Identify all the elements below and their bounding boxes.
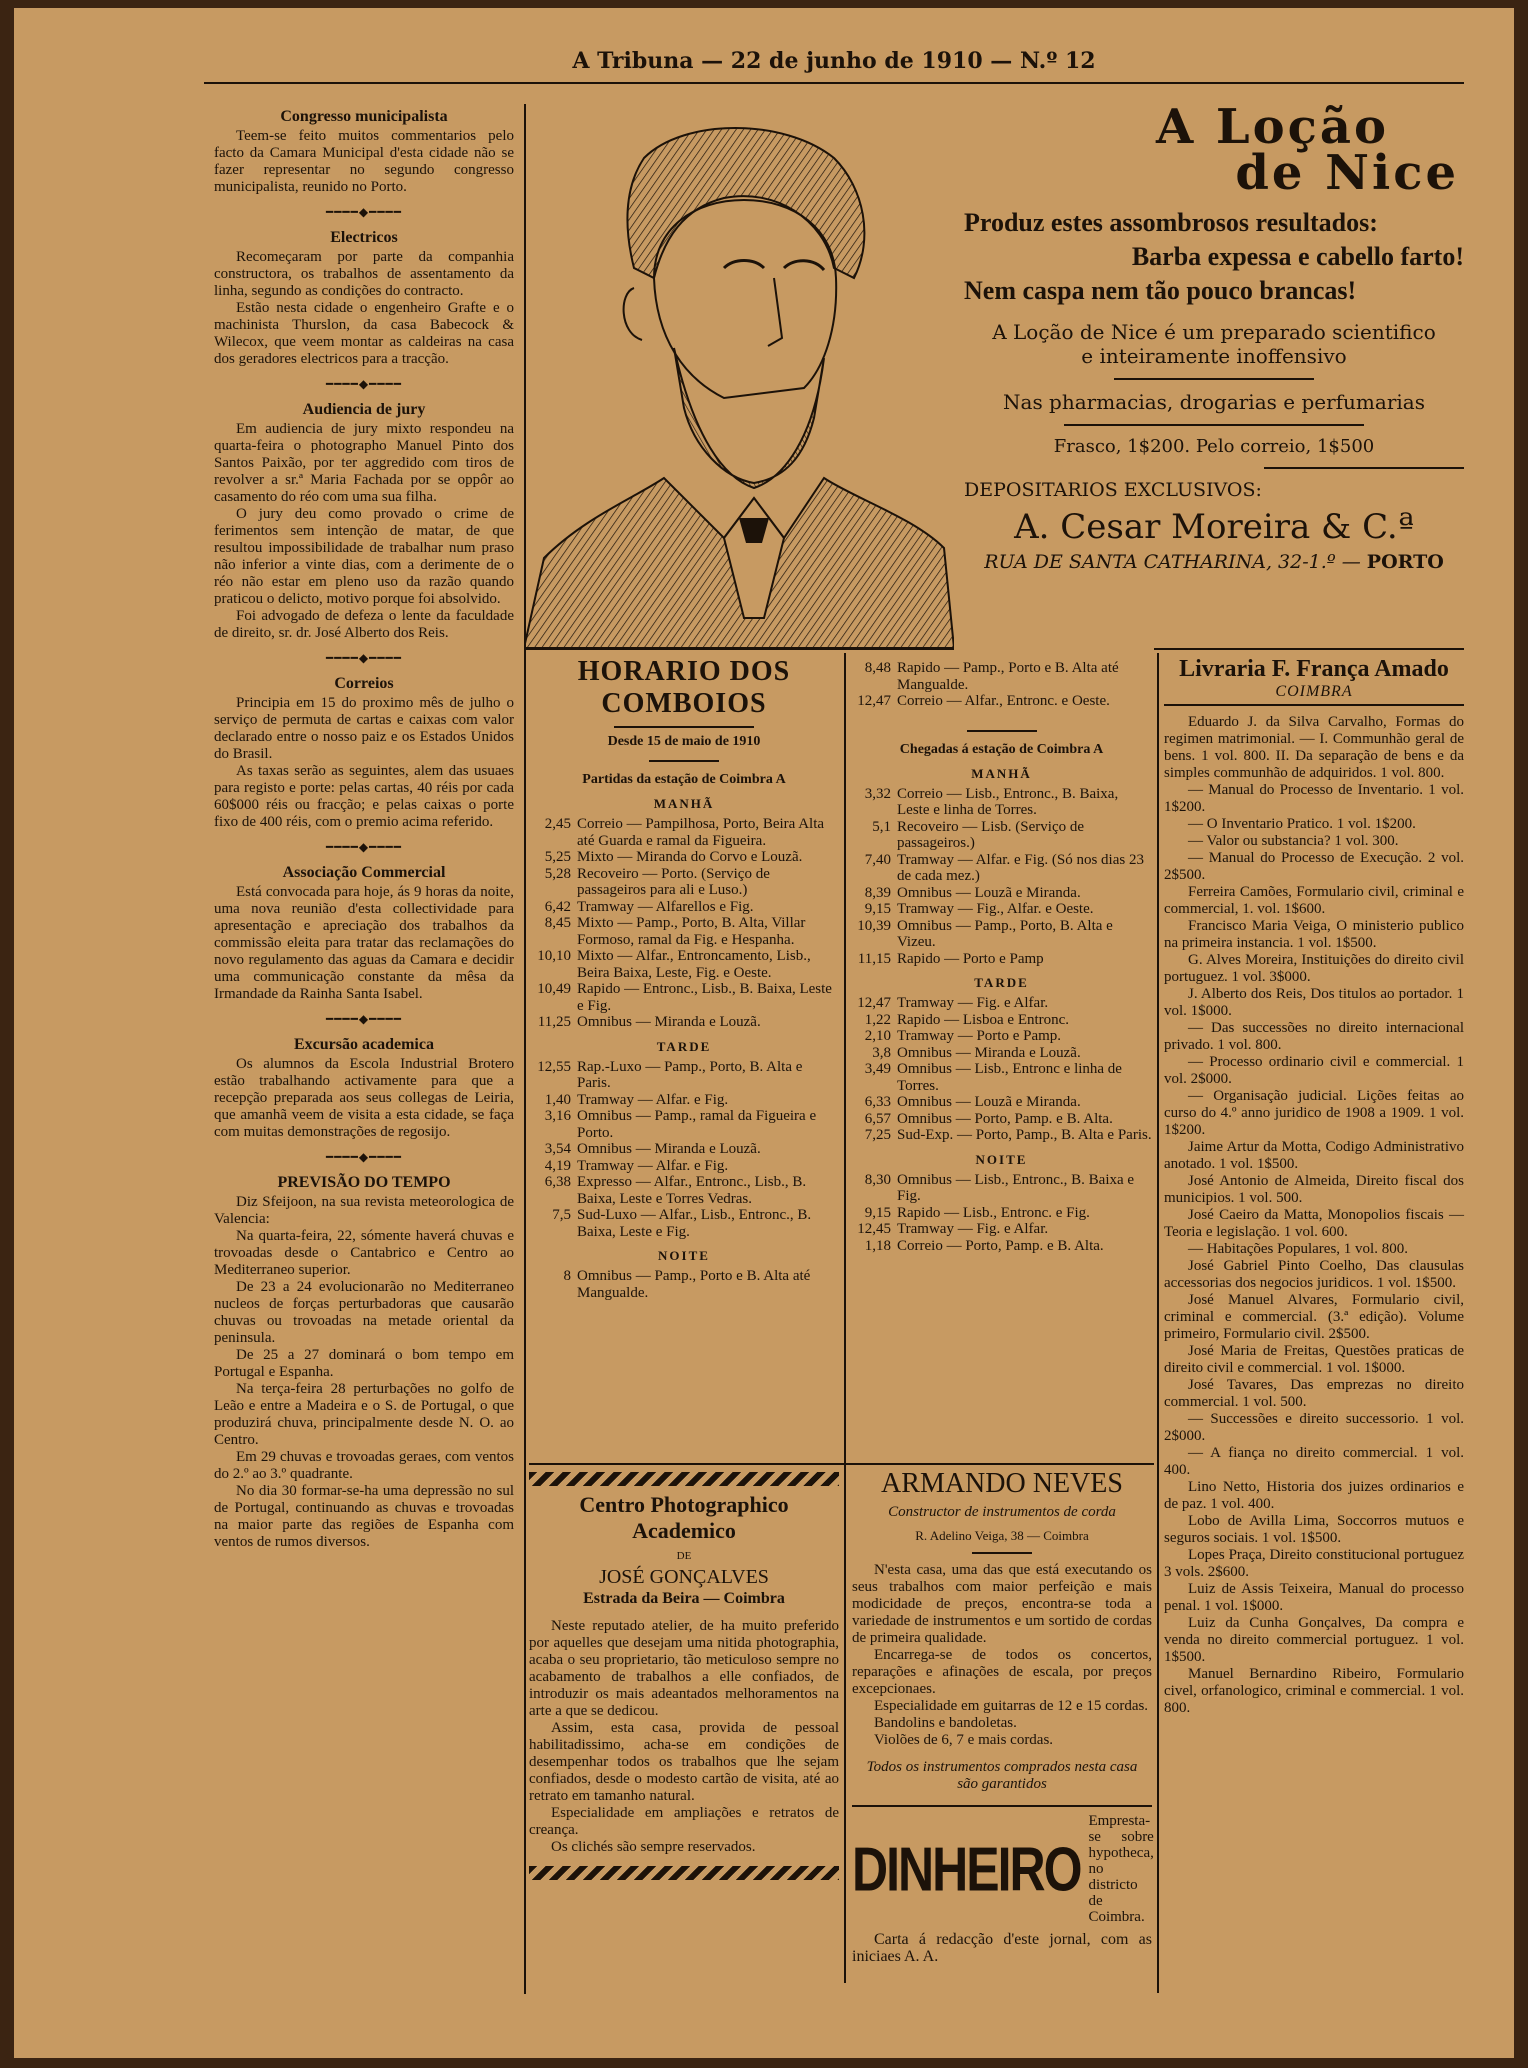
photo-title: Centro Photographico Academico bbox=[579, 1492, 789, 1543]
train-route: Omnibus — Pamp., Porto e B. Alta até Mangualde. bbox=[577, 1268, 811, 1301]
train-route: Rapido — Porto e Pamp bbox=[897, 950, 1044, 967]
photo-address: Estrada da Beira — Coimbra bbox=[583, 1590, 785, 1607]
dinheiro-text: Empresta-se sobre hypotheca, no districto de Coimbra. bbox=[1088, 1813, 1154, 1925]
tarde-label: TARDE bbox=[974, 975, 1029, 990]
train-time: 10,49 bbox=[537, 981, 571, 997]
train-row bbox=[849, 1028, 1154, 1045]
train-row bbox=[529, 981, 839, 1014]
train-route: Correio — Alfar., Entronc. e Oeste. bbox=[897, 693, 1110, 709]
arrivals-afternoon bbox=[849, 995, 1154, 1144]
book-entry: Manuel Bernardino Ribeiro, Formulario civel, orfanologico, criminal e commercial. 1 vol. 800. bbox=[1164, 1666, 1464, 1716]
locao-line-2: Barba expessa e cabello farto! bbox=[1131, 242, 1464, 271]
noite-label: NOITE bbox=[975, 1151, 1028, 1167]
train-time: 3,8 bbox=[872, 1044, 891, 1061]
article-paragraph: O jury deu como provado o crime de ferimentos sem intenção de matar, de que resultou impossibilidade de trabalhar num praso não inferior a vinte dias, com a derimente de o réo não estar em pleno uso da razão quando praticou o delicto, motivo porque foi absolvido. bbox=[214, 506, 514, 607]
title-rule bbox=[649, 760, 719, 762]
train-route: Tramway — Alfar. e Fig. bbox=[577, 1091, 729, 1108]
book-list bbox=[1164, 714, 1464, 1717]
train-time: 11,15 bbox=[857, 950, 891, 967]
zigzag-border bbox=[529, 1866, 839, 1880]
train-row bbox=[529, 816, 839, 849]
train-time: 9,15 bbox=[864, 901, 891, 917]
manha-label: MANHÃ bbox=[971, 765, 1032, 781]
ornament: ━━━━◆━━━━ bbox=[325, 377, 403, 391]
train-time: 12,45 bbox=[857, 1221, 891, 1237]
photo-paragraph: Os clichés são sempre reservados. bbox=[551, 1839, 756, 1855]
train-row bbox=[849, 786, 1154, 819]
train-time: 7,5 bbox=[552, 1207, 571, 1223]
train-route: Sud-Luxo — Alfar., Lisb., Entronc., B. Baixa, Leste e Fig. bbox=[577, 1207, 812, 1240]
train-row bbox=[849, 951, 1154, 968]
article-paragraph: Na quarta-feira, 22, sómente haverá chuvas e trovoadas desde o Cantabrico e Centro ao Mediterraneo superior. bbox=[214, 1228, 514, 1278]
train-time: 3,16 bbox=[544, 1108, 571, 1124]
horario-title: HORARIO DOS COMBOIOS bbox=[577, 656, 791, 719]
livraria-title: Livraria F. França Amado bbox=[1179, 656, 1449, 682]
train-row bbox=[529, 1059, 839, 1092]
zigzag-border bbox=[529, 1472, 839, 1486]
train-row bbox=[529, 1207, 839, 1240]
header-rule bbox=[204, 82, 1464, 84]
book-entry: Ferreira Camões, Formulario civil, criminal e commercial, 1. vol. 1$600. bbox=[1164, 884, 1464, 917]
ornament: ━━━━◆━━━━ bbox=[325, 1150, 403, 1164]
train-time: 11,25 bbox=[537, 1014, 571, 1030]
train-row bbox=[529, 1092, 839, 1109]
ad-rule bbox=[1064, 424, 1364, 426]
tarde-label: TARDE bbox=[656, 1038, 712, 1054]
book-entry: José Antonio de Almeida, Direito fiscal dos municipios. 1 vol. 500. bbox=[1164, 1173, 1464, 1206]
train-route: Mixto — Pamp., Porto, B. Alta, Villar Formoso, ramal da Fig. e Hespanha. bbox=[577, 915, 806, 948]
portrait-illustration bbox=[524, 118, 954, 648]
train-route: Tramway — Alfar. e Fig. bbox=[577, 1157, 729, 1174]
train-time: 8,48 bbox=[864, 660, 891, 676]
photo-paragraph: Neste reputado atelier, de ha muito preferido por aquelles que desejam uma nitida photographia, acaba o seu proprietario, tão meticuloso sempre no acabamento de trabalhos a elle confiados, de introduzir os mais adeantados melhoramentos na arte a que se dedicou. bbox=[529, 1618, 839, 1719]
train-route: Tramway — Alfar. e Fig. (Só nos dias 23 de cada mez.) bbox=[897, 851, 1144, 884]
book-entry: — Valor ou substancia? 1 vol. 300. bbox=[1188, 833, 1399, 849]
book-entry: Luiz da Cunha Gonçalves, Da compra e venda no direito commercial portuguez. 1 vol. 1$500. bbox=[1164, 1615, 1464, 1665]
page-header: A Tribuna — 22 de junho de 1910 — N.º 12 bbox=[572, 48, 1096, 74]
train-time: 8,45 bbox=[544, 915, 571, 931]
armando-paragraph: Especialidade em guitarras de 12 e 15 cordas. bbox=[874, 1698, 1149, 1714]
article-paragraph: Recomeçaram por parte da companhia constructora, os trabalhos de assentamento da linha, segundo as condições do contracto. bbox=[214, 249, 514, 299]
train-row bbox=[529, 849, 839, 866]
train-row bbox=[849, 1221, 1154, 1238]
train-time: 3,49 bbox=[864, 1061, 891, 1077]
arrivals-night bbox=[849, 1172, 1154, 1255]
train-route: Rapido — Lisboa e Entronc. bbox=[897, 1011, 1070, 1028]
train-route: Omnibus — Miranda e Louzã. bbox=[577, 1014, 761, 1030]
locao-price: Frasco, 1$200. Pelo correio, 1$500 bbox=[1053, 436, 1375, 457]
column-divider bbox=[844, 1463, 846, 1983]
news-column bbox=[214, 104, 514, 1551]
train-time: 5,28 bbox=[544, 865, 571, 882]
book-entry: — Processo ordinario civil e commercial. 1 vol. 2$000. bbox=[1164, 1054, 1464, 1087]
livraria-city: COIMBRA bbox=[1275, 683, 1353, 700]
book-entry: — Das successões no direito internacional privado. 1 vol. 800. bbox=[1164, 1020, 1464, 1053]
train-time: 12,55 bbox=[537, 1058, 571, 1075]
train-route: Omnibus — Lisb., Entronc e linha de Torres. bbox=[897, 1061, 1122, 1094]
train-time: 8,39 bbox=[864, 884, 891, 901]
article-title: Associação Commercial bbox=[282, 864, 446, 881]
train-route: Recoveiro — Lisb. (Serviço de passageiros.) bbox=[897, 818, 1085, 851]
train-time: 6,33 bbox=[864, 1094, 891, 1110]
title-rule bbox=[1164, 704, 1464, 706]
section-rule bbox=[524, 648, 954, 650]
train-time: 3,54 bbox=[544, 1141, 571, 1157]
article-title: PREVISÃO DO TEMPO bbox=[277, 1174, 451, 1191]
locao-address bbox=[964, 551, 1464, 573]
section-rule bbox=[1154, 648, 1464, 650]
train-time: 6,42 bbox=[544, 898, 571, 915]
train-row bbox=[849, 1094, 1154, 1111]
armando-ad bbox=[852, 1468, 1152, 1965]
train-route: Rapido — Lisb., Entronc. e Fig. bbox=[897, 1204, 1090, 1221]
livraria-ad bbox=[1164, 656, 1464, 1717]
ornament: ━━━━◆━━━━ bbox=[325, 205, 403, 219]
column-divider bbox=[1157, 653, 1159, 1993]
train-route: Omnibus — Pamp., Porto, B. Alta e Vizeu. bbox=[897, 917, 1113, 950]
book-entry: — O Inventario Pratico. 1 vol. 1$200. bbox=[1188, 816, 1416, 832]
article-paragraph: De 23 a 24 evolucionarão no Mediterraneo nucleos de forças perturbadoras que causarão chuvas ou trovoadas na metade oriental da peninsula. bbox=[214, 1279, 514, 1346]
train-route: Tramway — Alfarellos e Fig. bbox=[577, 898, 754, 915]
train-time: 7,40 bbox=[864, 851, 891, 868]
train-row bbox=[849, 901, 1154, 918]
train-row bbox=[849, 1012, 1154, 1029]
armando-address: R. Adelino Veiga, 38 — Coimbra bbox=[915, 1528, 1089, 1543]
armando-paragraph: Violões de 6, 7 e mais cordas. bbox=[874, 1732, 1054, 1748]
train-route: Omnibus — Lisb., Entronc., B. Baixa e Fig. bbox=[897, 1171, 1135, 1204]
train-row bbox=[529, 866, 839, 899]
horario-departures bbox=[529, 656, 839, 1301]
train-time: 3,32 bbox=[864, 785, 891, 802]
article-paragraph: No dia 30 formar-se-ha uma depressão no sul de Portugal, continuando as chuvas e trovoadas na maior parte das regiões de Espanha com ventos de rumos diversos. bbox=[214, 1483, 514, 1550]
photo-name: JOSÉ GONÇALVES bbox=[599, 1566, 769, 1588]
train-row bbox=[849, 1205, 1154, 1222]
article-paragraph: De 25 a 27 dominará o bom tempo em Portugal e Espanha. bbox=[214, 1347, 514, 1380]
ad-rule bbox=[1114, 378, 1314, 380]
manha-label: MANHÃ bbox=[653, 796, 715, 811]
train-row bbox=[849, 1111, 1154, 1128]
book-entry: José Maria de Freitas, Questões praticas de direito civil e commercial. 1 vol. 1$000. bbox=[1164, 1343, 1464, 1376]
article-paragraph: Foi advogado de defeza o lente da faculdade de direito, sr. dr. José Alberto dos Reis. bbox=[214, 608, 514, 641]
train-row bbox=[529, 1174, 839, 1207]
train-row bbox=[849, 885, 1154, 902]
locao-title-2: de Nice bbox=[1235, 145, 1459, 201]
train-route: Rapido — Entronc., Lisb., B. Baixa, Leste e Fig. bbox=[577, 981, 832, 1014]
noite-label: NOITE bbox=[658, 1248, 710, 1263]
article-paragraph: Teem-se feito muitos commentarios pelo facto da Camara Municipal d'esta cidade não se fazer representar no segundo congresso municipalista, reunido no Porto. bbox=[214, 128, 514, 195]
locao-text bbox=[964, 208, 1464, 573]
book-entry: Lobo de Avilla Lima, Soccorros mutuos e seguros sociais. 1 vol. 1$500. bbox=[1164, 1513, 1464, 1546]
article-paragraph: Está convocada para hoje, ás 9 horas da noite, uma nova reunião d'esta collectividade para apresentação e apreciação dos trabalhos da commissão eleita para tratar das reclamações do novo regulamento das aguas da Camara e decidir uma communicação constante da mêsa da Irmandade da Rainha Santa Isabel. bbox=[214, 884, 514, 1002]
arrivals-morning bbox=[849, 786, 1154, 968]
train-time: 7,25 bbox=[864, 1127, 891, 1143]
train-time: 12,47 bbox=[857, 693, 891, 709]
photo-text bbox=[529, 1618, 839, 1856]
section-rule bbox=[852, 1805, 1152, 1807]
train-time: 9,15 bbox=[864, 1204, 891, 1221]
photo-ad bbox=[529, 1468, 839, 1884]
train-route: Tramway — Fig. e Alfar. bbox=[897, 1221, 1049, 1237]
article-title: Correios bbox=[334, 675, 394, 692]
departures-continued bbox=[849, 660, 1154, 710]
train-time: 5,25 bbox=[544, 849, 571, 865]
train-row bbox=[849, 918, 1154, 951]
train-row bbox=[849, 660, 1154, 693]
train-row bbox=[849, 1061, 1154, 1094]
article-paragraph: Em audiencia de jury mixto respondeu na quarta-feira o photographo Manuel Pinto dos Santos Paixão, por ter aggredido com tiros de revolver a sr.ª Maria Fachada por se oppôr ao casamento do réo com uma sua filha. bbox=[214, 421, 514, 505]
dinheiro-ad bbox=[852, 1813, 1152, 1925]
book-entry: Jaime Artur da Motta, Codigo Administrativo anotado. 1 vol. 1$500. bbox=[1164, 1139, 1464, 1172]
article-paragraph: As taxas serão as seguintes, alem das usuaes para registo e porte: pelas cartas, 40 réis por cada 60$000 réis ou fracção; e pelas caixas o porte fixo de 400 réis, com o premio acima referido. bbox=[214, 763, 514, 830]
train-route: Omnibus — Miranda e Louzã. bbox=[897, 1044, 1081, 1061]
train-row bbox=[529, 899, 839, 916]
train-row bbox=[849, 693, 1154, 710]
locao-depositarios: DEPOSITARIOS EXCLUSIVOS: bbox=[964, 479, 1262, 501]
dinheiro-word: DINHEIRO bbox=[852, 1834, 1081, 1904]
train-route: Rap.-Luxo — Pamp., Porto, B. Alta e Paris. bbox=[577, 1058, 803, 1091]
train-route: Tramway — Fig., Alfar. e Oeste. bbox=[897, 901, 1094, 917]
train-time: 1,18 bbox=[864, 1237, 891, 1254]
train-route: Rapido — Pamp., Porto e B. Alta até Mangualde. bbox=[897, 660, 1119, 693]
locao-line-3: Nem caspa nem tão pouco brancas! bbox=[964, 276, 1357, 305]
title-rule bbox=[967, 730, 1037, 732]
article-paragraph: Na terça-feira 28 perturbações no golfo de Leão e entre a Madeira e o S. de Portugal, o que produzirá chuva, principalmente desde N. O. ao Centro. bbox=[214, 1381, 514, 1448]
train-time: 8 bbox=[563, 1268, 571, 1284]
book-entry: — A fiança no direito commercial. 1 vol. 400. bbox=[1164, 1445, 1464, 1478]
book-entry: — Manual do Processo de Inventario. 1 vol. 1$200. bbox=[1164, 782, 1464, 815]
train-row bbox=[529, 1268, 839, 1301]
article-paragraph: Principia em 15 do proximo mês de julho o serviço de permuta de cartas e caixas com valor declarado entre o nosso paiz e os Estados Unidos do Brasil. bbox=[214, 695, 514, 762]
ornament: ━━━━◆━━━━ bbox=[325, 1012, 403, 1026]
article-title: Electricos bbox=[330, 229, 398, 246]
locao-firm: A. Cesar Moreira & C.ª bbox=[1014, 507, 1414, 547]
locao-line-1: Produz estes assombrosos resultados: bbox=[964, 208, 1378, 237]
train-time: 10,10 bbox=[537, 948, 571, 964]
train-time: 6,57 bbox=[864, 1110, 891, 1127]
book-entry: Luiz de Assis Teixeira, Manual do processo penal. 1 vol. 1$000. bbox=[1164, 1581, 1464, 1614]
book-entry: José Caeiro da Matta, Monopolios fiscais — Teoria e legislação. 1 vol. 600. bbox=[1164, 1207, 1464, 1240]
armando-paragraph: Bandolins e bandoletas. bbox=[874, 1715, 1017, 1731]
article-title: Audiencia de jury bbox=[302, 401, 426, 418]
book-entry: G. Alves Moreira, Instituições do direito civil portuguez. 1 vol. 3$000. bbox=[1164, 952, 1464, 985]
locao-city: PORTO bbox=[1366, 551, 1444, 573]
armando-paragraph: Encarrega-se de todos os concertos, reparações e afinações de escala, por preços excepcionaes. bbox=[852, 1647, 1152, 1697]
book-entry: Eduardo J. da Silva Carvalho, Formas do regimen matrimonial. — I. Communhão geral de bens. 1 vol. 800. II. Da separação de bens e da simples communhão de adquiridos. 1 vol. 800. bbox=[1164, 714, 1464, 781]
armando-text bbox=[852, 1562, 1152, 1749]
locao-street: RUA DE SANTA CATHARINA, 32-1.º — bbox=[984, 551, 1361, 573]
train-route: Correio — Porto, Pamp. e B. Alta. bbox=[897, 1237, 1104, 1254]
train-route: Tramway — Fig. e Alfar. bbox=[897, 995, 1049, 1011]
train-route: Correio — Pampilhosa, Porto, Beira Alta até Guarda e ramal da Figueira. bbox=[577, 816, 825, 849]
armando-subtitle: Constructor de instrumentos de corda bbox=[888, 1504, 1116, 1520]
armando-title: ARMANDO NEVES bbox=[881, 1468, 1123, 1499]
train-row bbox=[529, 1014, 839, 1031]
departures-title: Partidas da estação de Coimbra A bbox=[582, 772, 786, 787]
train-route: Omnibus — Porto, Pamp. e B. Alta. bbox=[897, 1110, 1113, 1127]
train-time: 1,22 bbox=[864, 1011, 891, 1028]
article-title: Excursão academica bbox=[294, 1036, 434, 1053]
train-route: Correio — Lisb., Entronc., B. Baixa, Leste e linha de Torres. bbox=[897, 785, 1119, 818]
train-row bbox=[849, 1127, 1154, 1144]
train-route: Mixto — Miranda do Corvo e Louzã. bbox=[577, 849, 803, 865]
locao-title-1: A Loção bbox=[1155, 99, 1389, 155]
ad-rule bbox=[1264, 467, 1464, 469]
book-entry: — Successões e direito successorio. 1 vol. 2$000. bbox=[1164, 1411, 1464, 1444]
departures-morning bbox=[529, 816, 839, 1031]
title-rule bbox=[972, 1552, 1032, 1554]
train-row bbox=[529, 948, 839, 981]
title-rule bbox=[614, 726, 754, 728]
train-time: 2,10 bbox=[864, 1028, 891, 1044]
train-time: 4,19 bbox=[544, 1157, 571, 1174]
horario-arrivals bbox=[849, 660, 1154, 1254]
train-time: 5,1 bbox=[872, 818, 891, 835]
train-row bbox=[849, 1172, 1154, 1205]
arrivals-title: Chegadas á estação de Coimbra A bbox=[899, 741, 1104, 757]
train-row bbox=[529, 1158, 839, 1175]
train-route: Omnibus — Louzã e Miranda. bbox=[897, 884, 1081, 901]
article-paragraph: Em 29 chuvas e trovoadas geraes, com ventos do 2.º ao 3.º quadrante. bbox=[214, 1449, 514, 1482]
train-route: Expresso — Alfar., Entronc., Lisb., B. Baixa, Leste e Torres Vedras. bbox=[577, 1174, 807, 1207]
train-row bbox=[849, 852, 1154, 885]
locao-ad bbox=[959, 99, 1459, 201]
book-entry: — Manual do Processo de Execução. 2 vol. 2$500. bbox=[1164, 850, 1464, 883]
departures-night bbox=[529, 1268, 839, 1301]
train-time: 1,40 bbox=[544, 1091, 571, 1108]
train-row bbox=[529, 1141, 839, 1158]
train-row bbox=[529, 1108, 839, 1141]
article-title: Congresso municipalista bbox=[280, 108, 448, 125]
article-paragraph: Estão nesta cidade o engenheiro Grafte e o machinista Thurslon, da casa Babecock & Wilecox, que veem montar as caldeiras na casa dos geradores electricos para a tracção. bbox=[214, 300, 514, 367]
train-time: 8,30 bbox=[864, 1171, 891, 1188]
photo-paragraph: Especialidade em ampliações e retratos de creança. bbox=[529, 1805, 839, 1838]
newspaper-page bbox=[14, 8, 1514, 2058]
train-row bbox=[849, 1045, 1154, 1062]
article-paragraph: Diz Sfeijoon, na sua revista meteorologica de Valencia: bbox=[214, 1194, 514, 1227]
horario-since: Desde 15 de maio de 1910 bbox=[607, 734, 761, 749]
train-time: 12,47 bbox=[857, 995, 891, 1011]
train-route: Recoveiro — Porto. (Serviço de passageiros para ali e Luso.) bbox=[577, 865, 770, 898]
ornament: ━━━━◆━━━━ bbox=[325, 651, 403, 665]
train-route: Sud-Exp. — Porto, Pamp., B. Alta e Paris. bbox=[897, 1127, 1152, 1143]
train-row bbox=[849, 1238, 1154, 1255]
train-time: 2,45 bbox=[544, 816, 571, 832]
armando-paragraph: N'esta casa, uma das que está executando os seus trabalhos com maior perfeição e mais modicidade de preços, encontra-se toda a variedade de instrumentos e um sortido de cordas de primeira qualidade. bbox=[852, 1562, 1152, 1646]
train-route: Omnibus — Miranda e Louzã. bbox=[577, 1141, 761, 1157]
armando-note: Todos os instrumentos comprados nesta casa são garantidos bbox=[866, 1759, 1138, 1792]
train-route: Omnibus — Louzã e Miranda. bbox=[897, 1094, 1081, 1110]
book-entry: Francisco Maria Veiga, O ministerio publico na primeira instancia. 1 vol. 1$500. bbox=[1164, 918, 1464, 951]
train-row bbox=[529, 915, 839, 948]
photo-de: DE bbox=[676, 1550, 692, 1562]
train-route: Omnibus — Pamp., ramal da Figueira e Porto. bbox=[577, 1108, 817, 1141]
column-divider bbox=[844, 653, 846, 1463]
article-paragraph: Os alumnos da Escola Industrial Brotero estão trabalhando activamente para que a recepção preparada aos seus collegas de Leiria, que amanhã veem de visita a esta cidade, se faça com muitas demonstrações de regosijo. bbox=[214, 1056, 514, 1140]
photo-paragraph: Assim, esta casa, provida de pessoal habilitadissimo, acha-se em condições de desempenhar todos os trabalhos que lhe sejam confiados, desde o modesto cartão de visita, até ao retrato em tamanho natural. bbox=[529, 1720, 839, 1804]
train-route: Tramway — Porto e Pamp. bbox=[897, 1028, 1062, 1044]
book-entry: — Organisação judicial. Lições feitas ao curso do 4.º anno juridico de 1908 a 1909. 1 vol. 1$200. bbox=[1164, 1088, 1464, 1138]
train-route: Mixto — Alfar., Entroncamento, Lisb., Beira Baixa, Leste, Fig. e Oeste. bbox=[577, 948, 811, 981]
book-entry: Lopes Praça, Direito constitucional portuguez 3 vols. 2$600. bbox=[1164, 1547, 1464, 1580]
book-entry: José Manuel Alvares, Formulario civil, criminal e commercial. (3.ª edição). Volume primeiro, Formulario civil. 2$500. bbox=[1164, 1292, 1464, 1342]
train-time: 6,38 bbox=[544, 1174, 571, 1190]
ornament: ━━━━◆━━━━ bbox=[325, 840, 403, 854]
locao-description: A Loção de Nice é um preparado scientifico e inteiramente inoffensivo bbox=[992, 320, 1436, 368]
train-row bbox=[849, 819, 1154, 852]
book-entry: J. Alberto dos Reis, Dos titulos ao portador. 1 vol. 1$000. bbox=[1164, 986, 1464, 1019]
book-entry: — Habitações Populares, 1 vol. 800. bbox=[1188, 1241, 1408, 1257]
section-rule bbox=[529, 1463, 1154, 1465]
train-time: 10,39 bbox=[857, 917, 891, 934]
book-entry: José Gabriel Pinto Coelho, Das clausulas accessorias dos negocios juridicos. 1 vol. 1$500. bbox=[1164, 1258, 1464, 1291]
dinheiro-contact: Carta á redacção d'este jornal, com as iniciaes A. A. bbox=[852, 1931, 1152, 1965]
locao-where: Nas pharmacias, drogarias e perfumarias bbox=[1003, 390, 1425, 414]
book-entry: José Tavares, Das emprezas no direito commercial. 1 vol. 500. bbox=[1164, 1377, 1464, 1410]
departures-afternoon bbox=[529, 1059, 839, 1241]
book-entry: Lino Netto, Historia dos juizes ordinarios e de paz. 1 vol. 400. bbox=[1164, 1479, 1464, 1512]
train-row bbox=[849, 995, 1154, 1012]
